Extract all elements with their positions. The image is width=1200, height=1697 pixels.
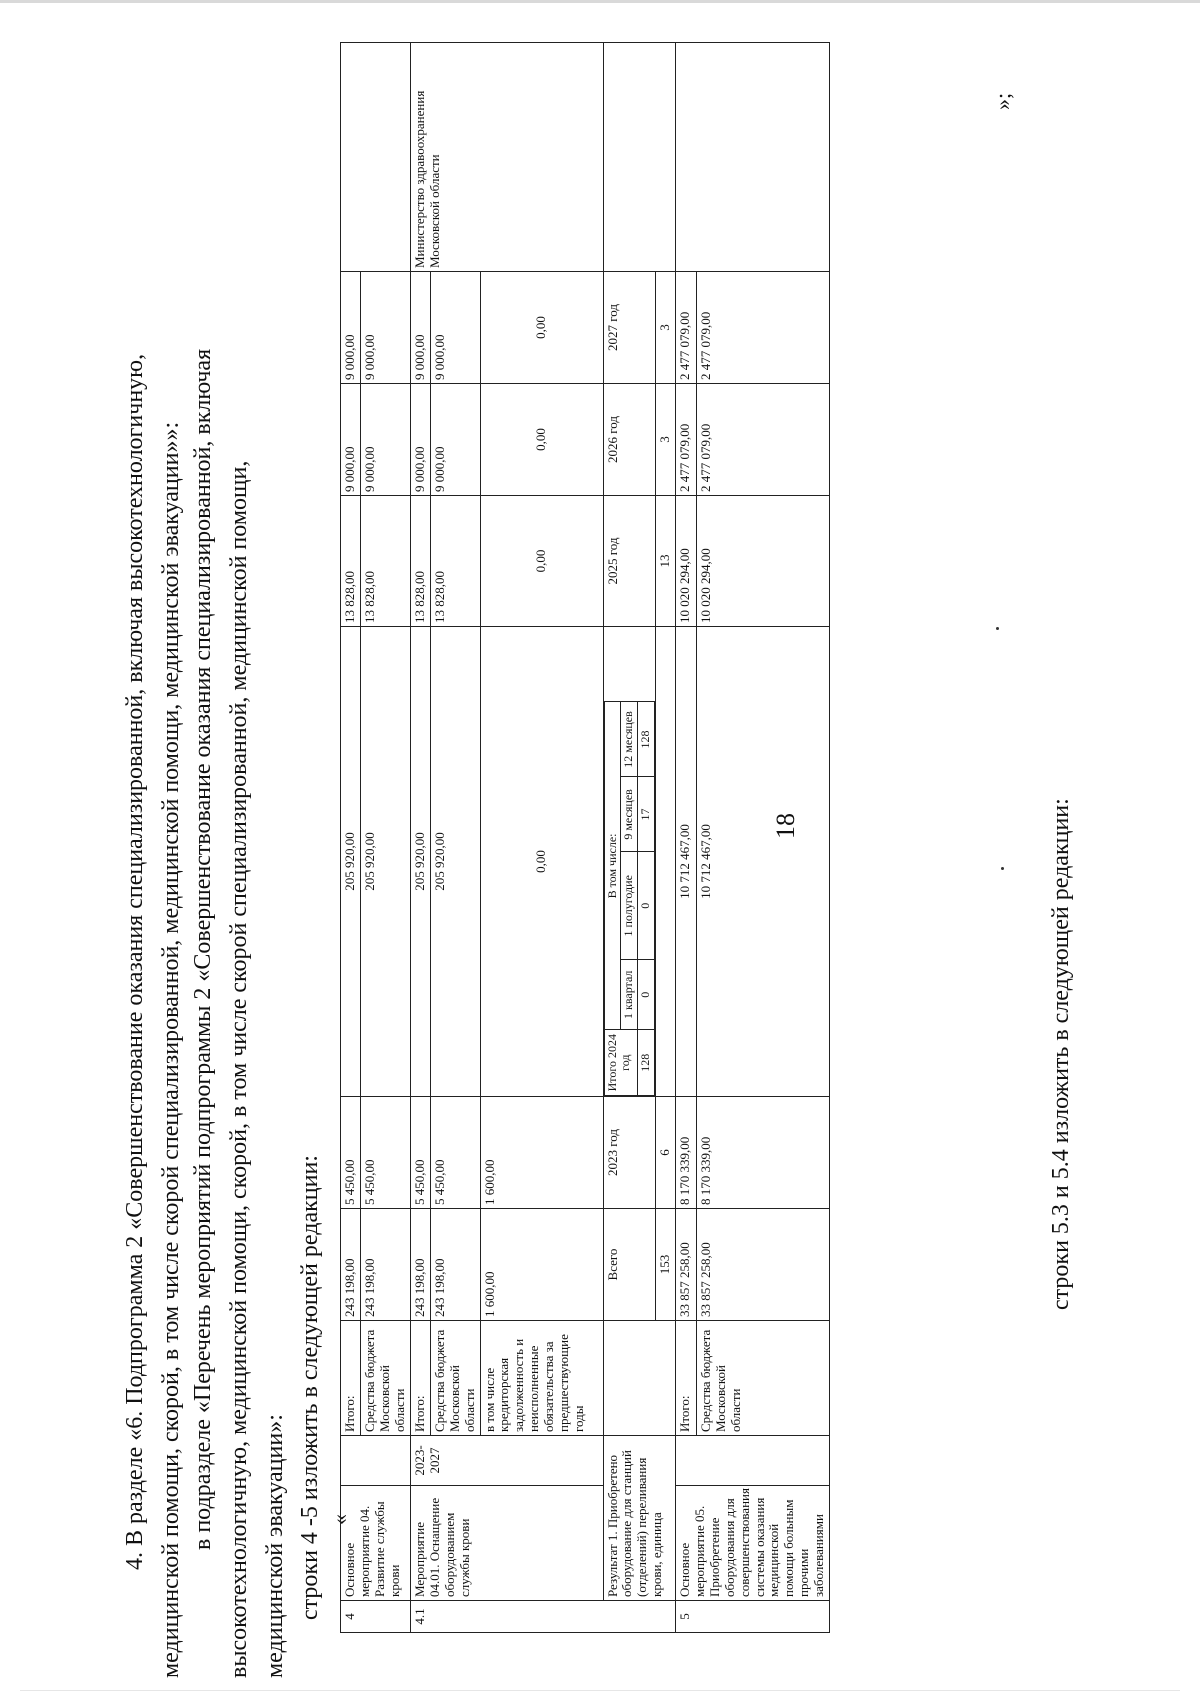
value-2026: 9 000,00 [430,384,480,496]
value-2027: 2 477 079,00 [675,272,696,384]
value-all: 33 857 258,00 [697,1209,830,1321]
value-2026: 2 477 079,00 [697,384,830,496]
value-2023: 5 450,00 [360,1097,410,1209]
funding-source: Средства бюджета Московской области [430,1321,480,1436]
header-total-2024: Итого 2024 год [604,1030,638,1096]
value-all: 1 600,00 [480,1209,603,1321]
value-2023: 6 [655,1097,675,1209]
opening-quote: « [327,1514,352,1525]
value-2025: 13 828,00 [430,496,480,627]
value-m12: 128 [638,702,655,777]
rotated-document-content [0,30,1100,1690]
value-2025: 13 828,00 [360,496,410,627]
funding-source: Средства бюджета Московской области [697,1321,830,1436]
value-2024: 205 920,00 [410,627,430,1097]
value-h1: 0 [638,852,655,960]
table-row [430,43,480,1633]
value-all: 33 857 258,00 [675,1209,696,1321]
year-2024-breakdown-table [604,627,655,1096]
executor-cell [341,43,411,272]
value-2027: 9 000,00 [410,272,430,384]
years-range: 2023-2027 [410,1436,603,1486]
value-all: 243 198,00 [341,1209,361,1321]
scan-edge-bottom [20,1690,1180,1691]
value-all: 243 198,00 [410,1209,430,1321]
value-2026: 9 000,00 [410,384,430,496]
value-2027: 3 [655,272,675,384]
value-2024-empty [655,627,675,1097]
value-2027: 9 000,00 [430,272,480,384]
header-h1: 1 полугодие [621,852,638,960]
header-2025: 2025 год [603,496,655,627]
value-total-2024: 128 [638,1030,655,1096]
value-2023: 5 450,00 [341,1097,361,1209]
header-all: Всего [603,1209,655,1321]
row-number: 5 [675,1601,829,1633]
total-label: Итого: [341,1321,361,1436]
table-row [675,43,696,1633]
year-2024-breakdown [603,627,655,1097]
total-label: Итого: [410,1321,430,1436]
value-m9: 17 [638,777,655,852]
spacer-cell [604,627,638,702]
intro-line-3: в подразделе «Перечень мероприятий подпрограммы 2 «Совершенствование оказания специализированной, включая [190,348,216,1550]
responsible-executor: Министерство здравоохранения Московской области [410,43,603,272]
measure-name: Мероприятие 04.01. Оснащение оборудованием службы крови [410,1486,603,1601]
table-row [360,43,410,1633]
value-all: 243 198,00 [430,1209,480,1321]
value-2024: 205 920,00 [341,627,361,1097]
row-number: 4.1 [410,1601,675,1633]
value-all: 153 [655,1209,675,1321]
value-2025: 13 828,00 [410,496,430,627]
intro-line-5: медицинской эвакуации»: [262,1414,288,1678]
value-2025: 13 828,00 [341,496,361,627]
value-2024: 10 712 467,00 [697,627,830,1097]
table-row [697,43,830,1633]
scan-speck [1001,867,1004,870]
header-including: В том числе: [604,702,621,1030]
years-cell [675,1436,829,1486]
scan-speck [996,627,999,630]
value-2025: 10 020 294,00 [697,496,830,627]
result-source-cell [603,1321,675,1436]
value-2023: 8 170 339,00 [697,1097,830,1209]
value-2024: 205 920,00 [360,627,410,1097]
following-instruction: строки 5.3 и 5.4 изложить в следующей редакции: [1048,798,1074,1310]
value-2026: 9 000,00 [341,384,361,496]
closing-quote: »; [990,92,1015,110]
years-cell [341,1436,411,1486]
header-q1: 1 квартал [621,960,638,1030]
header-2027: 2027 год [603,272,655,384]
value-2025: 13 [655,496,675,627]
header-2026: 2026 год [603,384,655,496]
table-row [410,43,430,1633]
scan-edge-top [0,0,1200,3]
header-2023: 2023 год [603,1097,655,1209]
value-2025: 10 020 294,00 [675,496,696,627]
value-2025: 0,00 [480,496,603,627]
value-all: 243 198,00 [360,1209,410,1321]
intro-line-1: 4. В разделе «6. Подпрограмма 2 «Совершенствование оказания специализированной, включая высокотехнологичную, [122,353,148,1570]
intro-line-2: медицинской помощи, скорой, в том числе скорой специализированной, медицинской помощи, медицинской эвакуации»»: [158,421,184,1678]
table-row [341,43,361,1633]
executor-cell [675,43,829,272]
value-q1: 0 [638,960,655,1030]
value-2027: 2 477 079,00 [697,272,830,384]
measure-name: Основное мероприятие 04. Развитие службы крови [341,1486,411,1601]
value-2026: 9 000,00 [360,384,410,496]
intro-line-4: высокотехнологичную, медицинской помощи, скорой, в том числе скорой специализированной, медицинской помощи, [226,460,252,1678]
value-2024: 0,00 [480,627,603,1097]
table-row [603,43,655,1633]
value-2024: 205 920,00 [430,627,480,1097]
total-label: Итого: [675,1321,696,1436]
header-m9: 9 месяцев [621,777,638,852]
header-m12: 12 месяцев [621,702,638,777]
value-2027: 9 000,00 [360,272,410,384]
subprogram-measures-table [340,42,830,1633]
value-2023: 1 600,00 [480,1097,603,1209]
result-executor-cell [603,43,675,272]
funding-source: Средства бюджета Московской области [360,1321,410,1436]
value-2026: 2 477 079,00 [675,384,696,496]
measure-name: Основное мероприятие 05. Приобретение оборудования для совершенствования системы оказания медицинской помощи больным прочими заболеваниями [675,1486,829,1601]
value-2026: 3 [655,384,675,496]
debt-label: в том числе кредиторская задолженность и неисполненные обязательства за предшествующие годы [480,1321,603,1436]
result-name: Результат 1. Приобретено оборудование для станций (отделений) переливания крови, единица [603,1436,675,1601]
intro-line-6: строки 4 -5 изложить в следующей редакции: [297,1155,323,1620]
value-2024: 10 712 467,00 [675,627,696,1097]
spacer-cell [638,627,655,702]
value-2023: 5 450,00 [430,1097,480,1209]
page-number: 18 [771,813,800,839]
row-number: 4 [341,1601,411,1633]
value-2027: 9 000,00 [341,272,361,384]
value-2023: 8 170 339,00 [675,1097,696,1209]
value-2026: 0,00 [480,384,603,496]
value-2023: 5 450,00 [410,1097,430,1209]
value-2027: 0,00 [480,272,603,384]
table-row [480,43,603,1633]
